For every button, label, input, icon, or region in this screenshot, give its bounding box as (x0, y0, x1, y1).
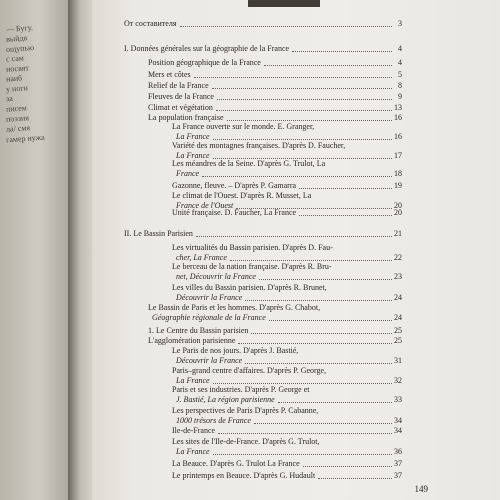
toc-entry-continuation: Géographie régionale de la France (152, 313, 266, 322)
toc-page-number: 9 (398, 92, 402, 101)
dot-leader (264, 65, 392, 66)
dot-leader (299, 188, 392, 189)
toc-page-number: 4 (398, 44, 402, 53)
toc-entry: Fleuves de la France (148, 92, 214, 101)
left-page-fragment (0, 0, 72, 500)
toc-entry-continuation: cher, La France (176, 253, 227, 262)
toc-entry: L'agglomération parisienne (148, 336, 236, 345)
toc-page-number: 3 (398, 19, 402, 28)
toc-page-number: 21 (394, 229, 402, 238)
dot-leader (218, 433, 392, 434)
dot-leader (292, 51, 392, 52)
toc-entry: Ile-de-France (172, 426, 216, 435)
dot-leader (259, 279, 392, 280)
toc-entry: Position géographique de la France (148, 58, 261, 67)
toc-entry: 1. Le Centre du Bassin parisien (148, 326, 249, 335)
toc-entry: Relief de la France (148, 81, 209, 90)
left-text-fragment: выйдя (5, 33, 28, 44)
toc-entry: II. Le Bassin Parisien (124, 229, 193, 238)
toc-entry: I. Données générales sur la géographie de la France (124, 44, 290, 53)
toc-entry: Paris et ses industries. D'après P. George et (172, 385, 310, 394)
dot-leader (245, 363, 392, 364)
toc-entry: Les sites de l'Ile-de-France. D'après G. Trulot, (172, 437, 320, 446)
left-text-fragment: носвят (5, 63, 30, 74)
toc-page-number: 13 (394, 103, 402, 112)
toc-page-number: 36 (394, 447, 402, 456)
toc-page-number: 33 (394, 395, 402, 404)
dot-leader (213, 139, 392, 140)
toc-page-number: 17 (394, 151, 402, 160)
dot-leader (245, 300, 392, 301)
toc-page-number: 34 (394, 416, 402, 425)
toc-entry: Les méandres de la Seine. D'après G. Trulot, La (172, 159, 326, 168)
toc-entry-continuation: La France (176, 132, 210, 141)
dot-leader (213, 383, 392, 384)
dot-leader (238, 343, 392, 344)
toc-entry: Les virtualités du Bassin parisien. D'après D. Fau- (172, 243, 333, 252)
toc-page-number: 34 (394, 426, 402, 435)
toc-entry: Les perspectives de Paris D'après P. Cabanne, (172, 406, 319, 415)
left-text-fragment: ла/ смя (5, 123, 31, 134)
toc-page-number: 23 (394, 272, 402, 281)
toc-entry: Climat et végétation (148, 103, 213, 112)
toc-page-number: 16 (394, 113, 402, 122)
left-text-fragment: гамер нужа (5, 132, 45, 145)
toc-entry-continuation: 1000 trésors de France (176, 416, 251, 425)
toc-entry-continuation: La France (176, 376, 210, 385)
dot-leader (216, 110, 392, 111)
left-text-fragment: за (5, 93, 14, 104)
toc-entry-continuation: Découvrir la France (176, 293, 243, 302)
toc-entry: Mers et côtes (148, 70, 191, 79)
toc-page-number: 31 (394, 356, 402, 365)
toc-entry-continuation: France de l'Ouest (176, 201, 234, 210)
toc-page-number: 20 (394, 208, 402, 217)
toc-page-number: 37 (394, 459, 402, 468)
toc-page-number: 16 (394, 132, 402, 141)
dot-leader (217, 99, 392, 100)
toc-entry-continuation: net, Découvrir la France (176, 272, 256, 281)
toc-entry: La France ouverte sur le monde. E. Granger, (172, 122, 315, 131)
left-text-fragment: наиб (5, 73, 23, 84)
toc-page-number: 4 (398, 58, 402, 67)
toc-entry-continuation: Découvrir la France (176, 356, 243, 365)
toc-entry: Le Bassin de Paris et les hommes. D'après G. Chabot, (148, 303, 321, 312)
toc-entry: От составителя (124, 19, 177, 28)
header-rule (248, 0, 320, 7)
toc-page-number: 5 (398, 70, 402, 79)
toc-page-number: 22 (394, 253, 402, 262)
left-text-fragment: ощупью (5, 43, 35, 54)
toc-entry: Unité française. D. Faucher, La France (172, 208, 297, 217)
dot-leader (303, 466, 392, 467)
left-text-fragment: — Бугу. (5, 23, 34, 34)
dot-leader (196, 236, 392, 237)
dot-leader (227, 120, 392, 121)
dot-leader (202, 176, 392, 177)
toc-entry: Les villes du Bassin parisien. D'après R. Brunet, (172, 283, 327, 292)
toc-entry-continuation: La France (176, 447, 210, 456)
dot-leader (251, 333, 392, 334)
toc-page-number: 19 (394, 181, 402, 190)
dot-leader (269, 320, 392, 321)
toc-entry: Le Paris de nos jours. D'après J. Bastié, (172, 346, 299, 355)
toc-page-number: 18 (394, 169, 402, 178)
toc-page-number: 32 (394, 376, 402, 385)
toc-page-number: 24 (394, 293, 402, 302)
dot-leader (194, 77, 392, 78)
dot-leader (299, 215, 392, 216)
page-number: 149 (414, 484, 428, 494)
left-text-fragment: писем (5, 103, 28, 114)
dot-leader (278, 402, 392, 403)
toc-entry: Le berceau de la nation française. D'après R. Bru- (172, 262, 332, 271)
toc-entry: Le printemps en Beauce. D'après G. Hudault (172, 471, 316, 480)
toc-entry: Variété des montagnes françaises. D'après D. Faucher, (172, 141, 346, 150)
toc-page-number: 8 (398, 81, 402, 90)
toc-entry: La population française (148, 113, 224, 122)
dot-leader (230, 260, 392, 261)
left-text-fragment: у ноги (5, 83, 29, 94)
dot-leader (254, 423, 392, 424)
dot-leader (212, 88, 392, 89)
toc-entry-continuation: La France (176, 151, 210, 160)
toc-entry: Gazonne, fleuve. – D'après P. Gamarra (172, 181, 297, 190)
toc-page-number: 37 (394, 471, 402, 480)
dot-leader (318, 478, 392, 479)
dot-leader (180, 26, 393, 27)
toc-entry-continuation: J. Bastié, La région parisienne (176, 395, 275, 404)
toc-page-number: 25 (394, 326, 402, 335)
toc-entry: La Beauce. D'après G. Trulot La France (172, 459, 300, 468)
left-text-fragment: поэзия (5, 113, 30, 124)
toc-entry: Paris–grand centre d'affaires. D'après P. George, (172, 366, 327, 375)
toc-page-number: 20 (394, 201, 402, 210)
left-text-fragment: с сам (5, 53, 25, 64)
toc-entry-continuation: France (176, 169, 200, 178)
toc-entry: Le climat de l'Ouest. D'après R. Musset, La (172, 191, 312, 200)
toc-page-number: 25 (394, 336, 402, 345)
toc-page-number: 24 (394, 313, 402, 322)
dot-leader (213, 454, 392, 455)
